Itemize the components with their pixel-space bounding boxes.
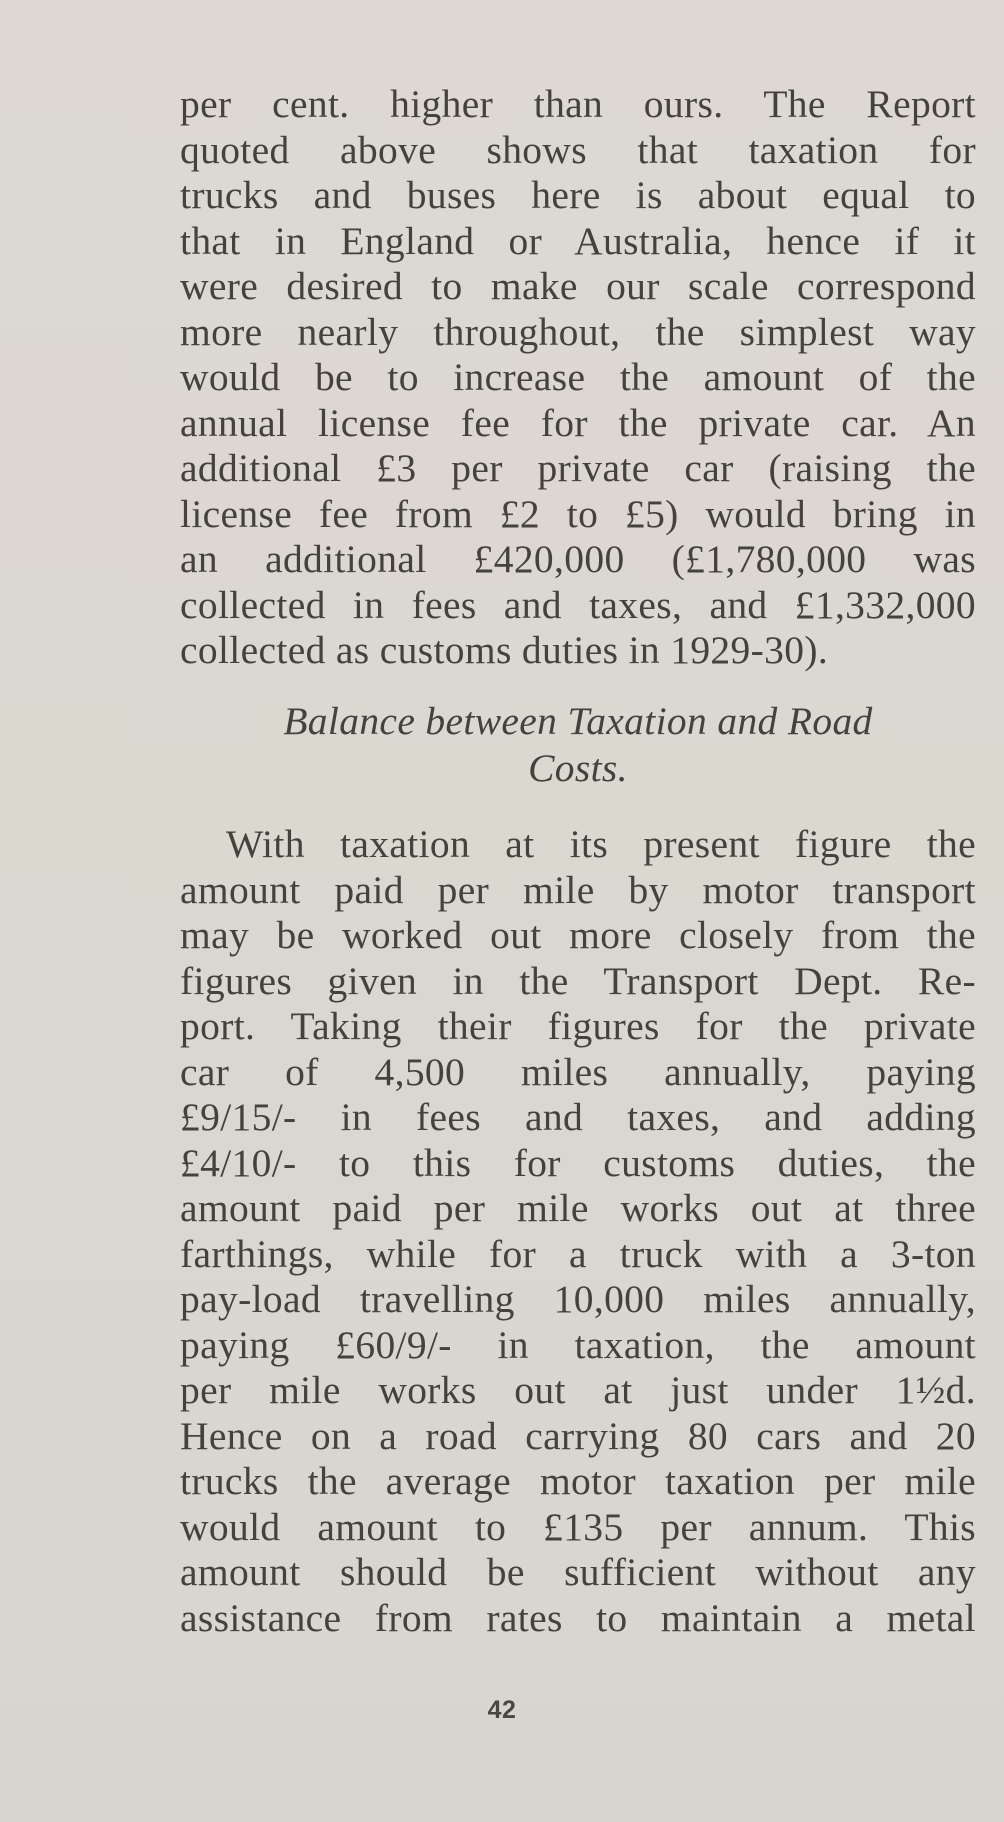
text-line: Hence on a road carrying 80 cars and 20 <box>180 1413 976 1458</box>
heading-line: Balance between Taxation and Road <box>283 699 873 743</box>
text-line: were desired to make our scale correspond <box>180 264 976 308</box>
text-line: port. Taking their figures for the private <box>180 1004 976 1048</box>
text-line: paying £60/9/- in taxation, the amount <box>180 1322 976 1367</box>
text-line: more nearly throughout, the simplest way <box>180 309 976 354</box>
section-heading <box>180 698 976 792</box>
text-line: collected in fees and taxes, and £1,332,000 <box>180 582 976 627</box>
text-line: would amount to £135 per annum. This <box>180 1504 976 1549</box>
text-line: £4/10/- to this for customs duties, the <box>180 1140 976 1185</box>
text-line: an additional £420,000 (£1,780,000 was <box>180 537 976 581</box>
text-line: trucks and buses here is about equal to <box>180 173 976 217</box>
text-line: additional £3 per private car (raising the <box>180 446 976 490</box>
text-line: car of 4,500 miles annually, paying <box>180 1049 976 1094</box>
text-line: license fee from £2 to £5) would bring in <box>180 491 976 536</box>
text-line: trucks the average motor taxation per mile <box>180 1459 976 1503</box>
text-line: amount paid per mile by motor transport <box>180 867 976 912</box>
text-line: that in England or Australia, hence if it <box>180 218 976 263</box>
text-line: per mile works out at just under 1½d. <box>180 1368 976 1412</box>
text-line: figures given in the Transport Dept. Re- <box>180 958 976 1003</box>
text-line: annual license fee for the private car. An <box>180 400 976 445</box>
text-line: With taxation at its present figure the <box>226 822 976 866</box>
text-line: amount should be sufficient without any <box>180 1550 976 1594</box>
text-line: farthings, while for a truck with a 3-ton <box>180 1231 976 1276</box>
text-line: may be worked out more closely from the <box>180 913 976 957</box>
text-line: quoted above shows that taxation for <box>180 127 976 172</box>
text-line: assistance from rates to maintain a metal <box>180 1595 976 1640</box>
page-number: 42 <box>487 1696 517 1724</box>
heading-line: Costs. <box>528 746 628 790</box>
text-line: amount paid per mile works out at three <box>180 1186 976 1230</box>
text-line: per cent. higher than ours. The Report <box>180 82 976 126</box>
text-line: would be to increase the amount of the <box>180 355 976 399</box>
text-line: collected as customs duties in 1929-30). <box>180 628 829 672</box>
paragraph-2 <box>180 822 976 1641</box>
text-line: pay-load travelling 10,000 miles annually, <box>180 1277 976 1321</box>
text-line: £9/15/- in fees and taxes, and adding <box>180 1095 976 1139</box>
paragraph-1 <box>180 82 976 674</box>
